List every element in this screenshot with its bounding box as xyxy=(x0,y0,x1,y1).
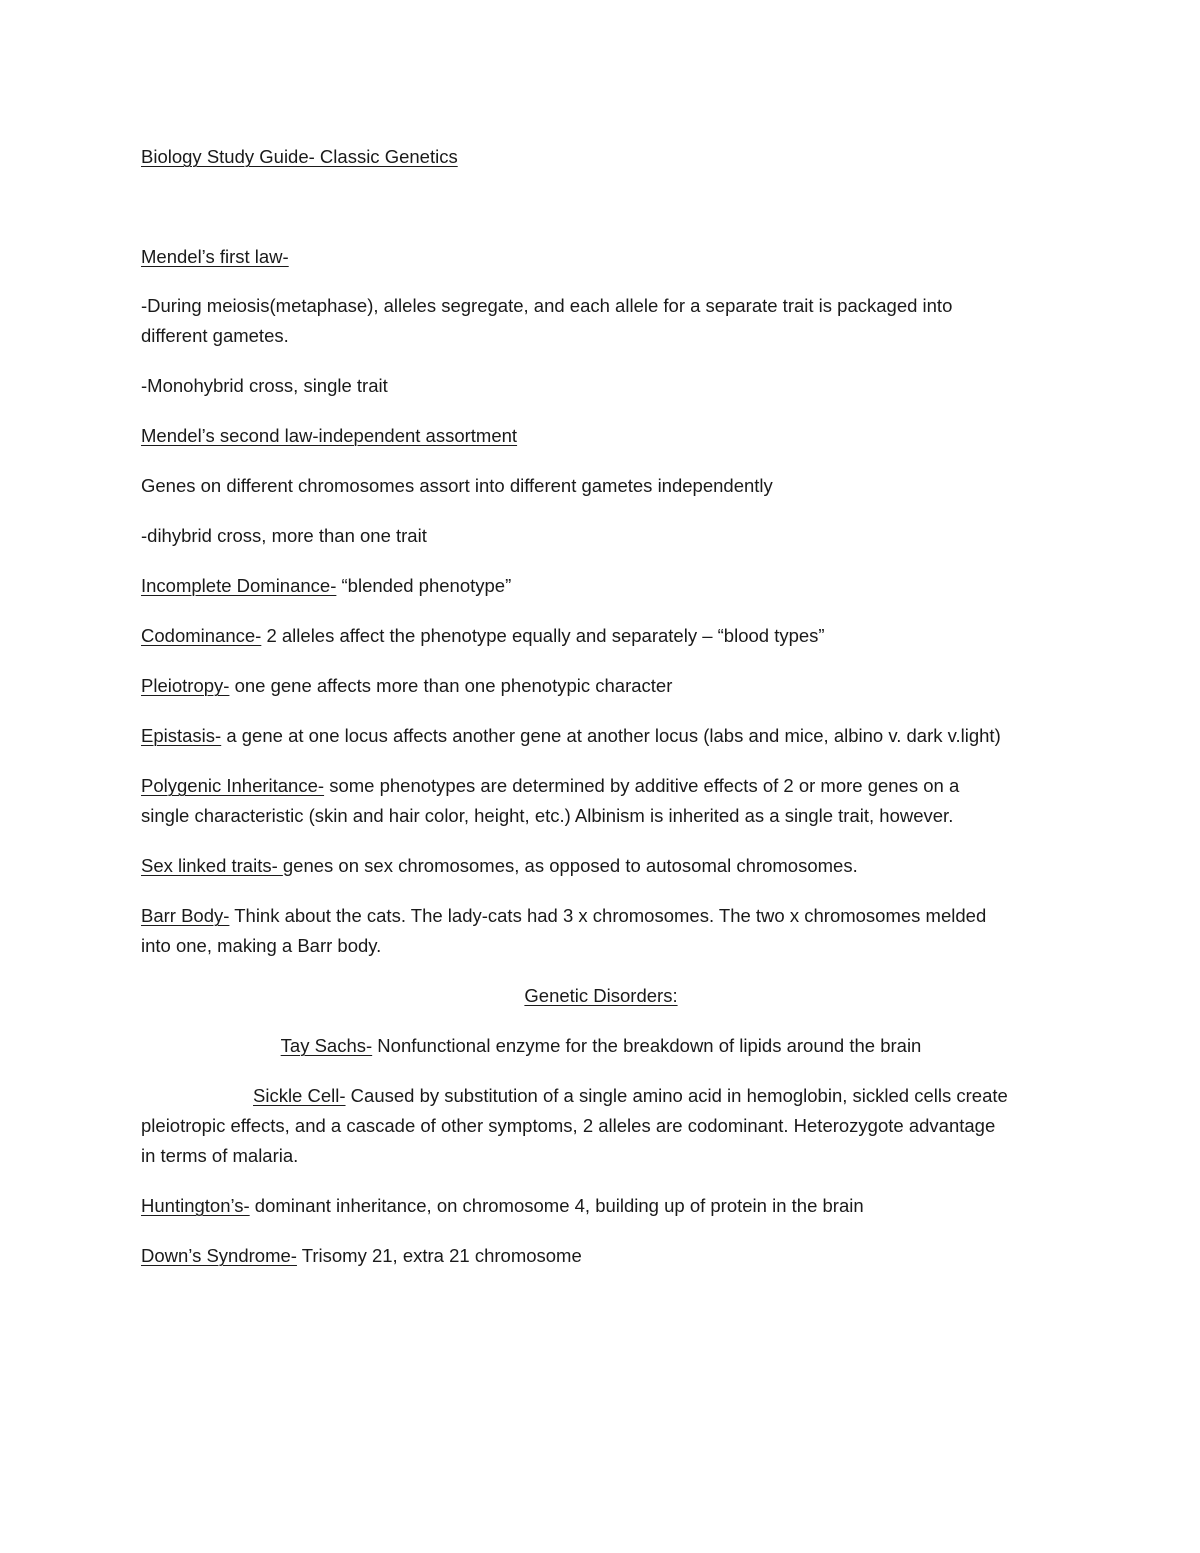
barr-body-entry xyxy=(141,901,1061,931)
pleiotropy-entry xyxy=(141,671,1061,701)
mendel-first-law-line-2: different gametes. xyxy=(141,325,289,346)
codominance-term: Codominance- xyxy=(141,625,262,646)
sex-linked-traits-text: genes on sex chromosomes, as opposed to autosomal chromosomes. xyxy=(282,855,858,876)
codominance-text: 2 alleles affect the phenotype equally and separately – “blood types” xyxy=(261,625,825,646)
polygenic-inheritance-text-2: single characteristic (skin and hair color, height, etc.) Albinism is inherited as a single trait, however. xyxy=(141,805,954,826)
genetic-disorders-heading-text: Genetic Disorders: xyxy=(524,985,678,1006)
huntingtons-text: dominant inheritance, on chromosome 4, building up of protein in the brain xyxy=(249,1195,864,1216)
sickle-cell-term: Sickle Cell- xyxy=(253,1085,346,1106)
incomplete-dominance-entry xyxy=(141,571,1061,601)
barr-body-text-1: Think about the cats. The lady-cats had 3 x chromosomes. The two x chromosomes melded xyxy=(229,905,987,926)
document-title: Biology Study Guide- Classic Genetics xyxy=(141,146,458,167)
mendel-first-law-heading: Mendel’s first law- xyxy=(141,246,289,267)
sickle-cell-text-1: Caused by substitution of a single amino acid in hemoglobin, sickled cells create xyxy=(345,1085,1008,1106)
tay-sachs-term: Tay Sachs- xyxy=(280,1035,373,1056)
pleiotropy-term: Pleiotropy- xyxy=(141,675,230,696)
polygenic-inheritance-text-1: some phenotypes are determined by additive effects of 2 or more genes on a xyxy=(324,775,960,796)
independent-assortment-line: Genes on different chromosomes assort into different gametes independently xyxy=(141,475,773,496)
dihybrid-cross-line: -dihybrid cross, more than one trait xyxy=(141,525,427,546)
epistasis-term: Epistasis- xyxy=(141,725,222,746)
downs-syndrome-term: Down’s Syndrome- xyxy=(141,1245,297,1266)
downs-syndrome-entry xyxy=(141,1241,1061,1271)
sickle-cell-text-2: pleiotropic effects, and a cascade of other symptoms, 2 alleles are codominant. Heterozygote advantage xyxy=(141,1115,996,1136)
sickle-cell-entry xyxy=(141,1081,1061,1111)
sex-linked-traits-term: Sex linked traits- xyxy=(141,855,283,876)
pleiotropy-text: one gene affects more than one phenotypic character xyxy=(229,675,673,696)
huntingtons-term: Huntington’s- xyxy=(141,1195,250,1216)
genetic-disorders-heading xyxy=(141,981,1061,1011)
huntingtons-entry xyxy=(141,1191,1061,1221)
codominance-entry xyxy=(141,621,1061,651)
tay-sachs-text: Nonfunctional enzyme for the breakdown of lipids around the brain xyxy=(372,1035,922,1056)
polygenic-inheritance-entry xyxy=(141,771,1061,801)
sickle-cell-text-3: in terms of malaria. xyxy=(141,1145,299,1166)
sex-linked-traits-entry xyxy=(141,851,1061,881)
polygenic-inheritance-term: Polygenic Inheritance- xyxy=(141,775,325,796)
epistasis-text: a gene at one locus affects another gene at another locus (labs and mice, albino v. dark v.light) xyxy=(221,725,1001,746)
mendel-second-law-heading: Mendel’s second law-independent assortment xyxy=(141,425,518,446)
epistasis-entry xyxy=(141,721,1061,751)
incomplete-dominance-term: Incomplete Dominance- xyxy=(141,575,337,596)
incomplete-dominance-text: “blended phenotype” xyxy=(336,575,512,596)
downs-syndrome-text: Trisomy 21, extra 21 chromosome xyxy=(296,1245,582,1266)
monohybrid-cross-line: -Monohybrid cross, single trait xyxy=(141,375,388,396)
barr-body-term: Barr Body- xyxy=(141,905,230,926)
barr-body-text-2: into one, making a Barr body. xyxy=(141,935,382,956)
mendel-first-law-line-1: -During meiosis(metaphase), alleles segregate, and each allele for a separate trait is packaged into xyxy=(141,295,953,316)
tay-sachs-entry xyxy=(141,1031,1061,1061)
